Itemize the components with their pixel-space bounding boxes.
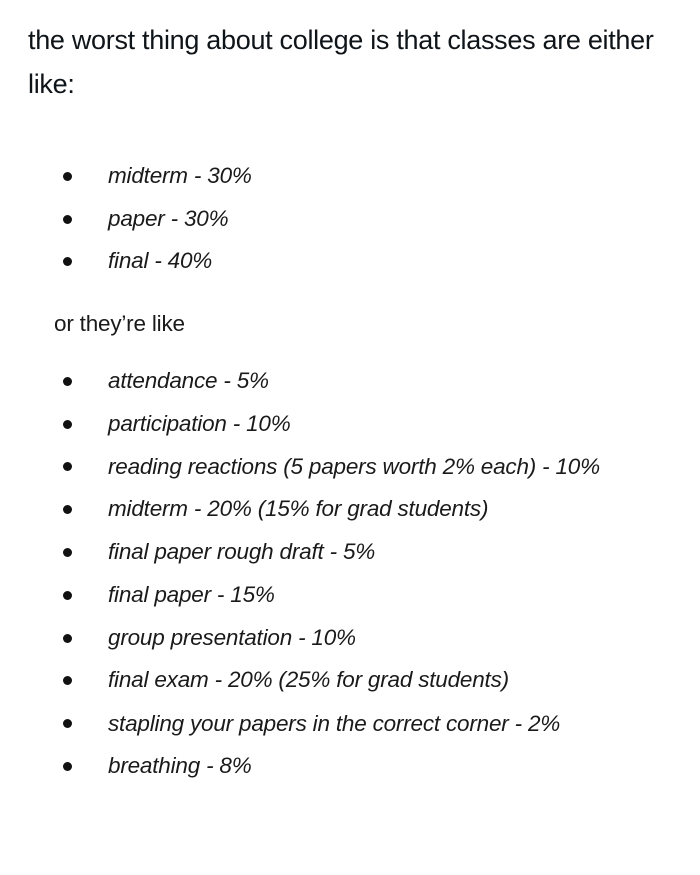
bullet-icon xyxy=(63,676,72,685)
list-item xyxy=(0,403,700,446)
list-item xyxy=(0,574,700,617)
post-heading: the worst thing about college is that classes are either like: xyxy=(28,25,654,99)
complex-grading-list xyxy=(0,360,700,788)
list-item-label: midterm - 20% (15% for grad students) xyxy=(108,496,489,522)
list-item-label: stapling your papers in the correct corner - 2% xyxy=(108,710,561,736)
list-item xyxy=(0,240,700,283)
list-item xyxy=(0,702,700,745)
list-item xyxy=(0,488,700,531)
list-item xyxy=(0,445,700,488)
list-item-label: attendance - 5% xyxy=(108,368,269,393)
simple-grading-list xyxy=(0,155,700,283)
list-item-label: final - 40% xyxy=(108,248,213,274)
list-item xyxy=(0,617,700,660)
bullet-icon xyxy=(63,420,72,429)
list-item-label: participation - 10% xyxy=(108,410,291,436)
bullet-icon xyxy=(63,548,72,557)
list-item-label: breathing - 8% xyxy=(108,752,252,778)
list-item xyxy=(0,360,700,403)
list-item-label: midterm - 30% xyxy=(108,163,252,188)
bullet-icon xyxy=(63,505,72,514)
list-item-label: final paper rough draft - 5% xyxy=(108,539,376,565)
bullet-icon xyxy=(63,172,72,181)
list-item xyxy=(0,745,700,788)
list-item xyxy=(0,198,700,241)
bullet-icon xyxy=(63,377,72,386)
bullet-icon xyxy=(63,257,72,266)
bullet-icon xyxy=(63,591,72,600)
bullet-icon xyxy=(63,462,72,471)
list-item-label: final exam - 20% (25% for grad students) xyxy=(108,667,509,693)
bullet-icon xyxy=(63,719,72,728)
list-item xyxy=(0,155,700,198)
list-item xyxy=(0,531,700,574)
list-item xyxy=(0,659,700,702)
transition-text: or they’re like xyxy=(54,311,185,336)
list-item-label: group presentation - 10% xyxy=(108,624,356,650)
bullet-icon xyxy=(63,215,72,224)
list-item-label: reading reactions (5 papers worth 2% each) - 10% xyxy=(108,454,600,480)
bullet-icon xyxy=(63,762,72,771)
list-item-label: final paper - 15% xyxy=(108,581,275,607)
bullet-icon xyxy=(63,634,72,643)
list-item-label: paper - 30% xyxy=(108,205,229,231)
